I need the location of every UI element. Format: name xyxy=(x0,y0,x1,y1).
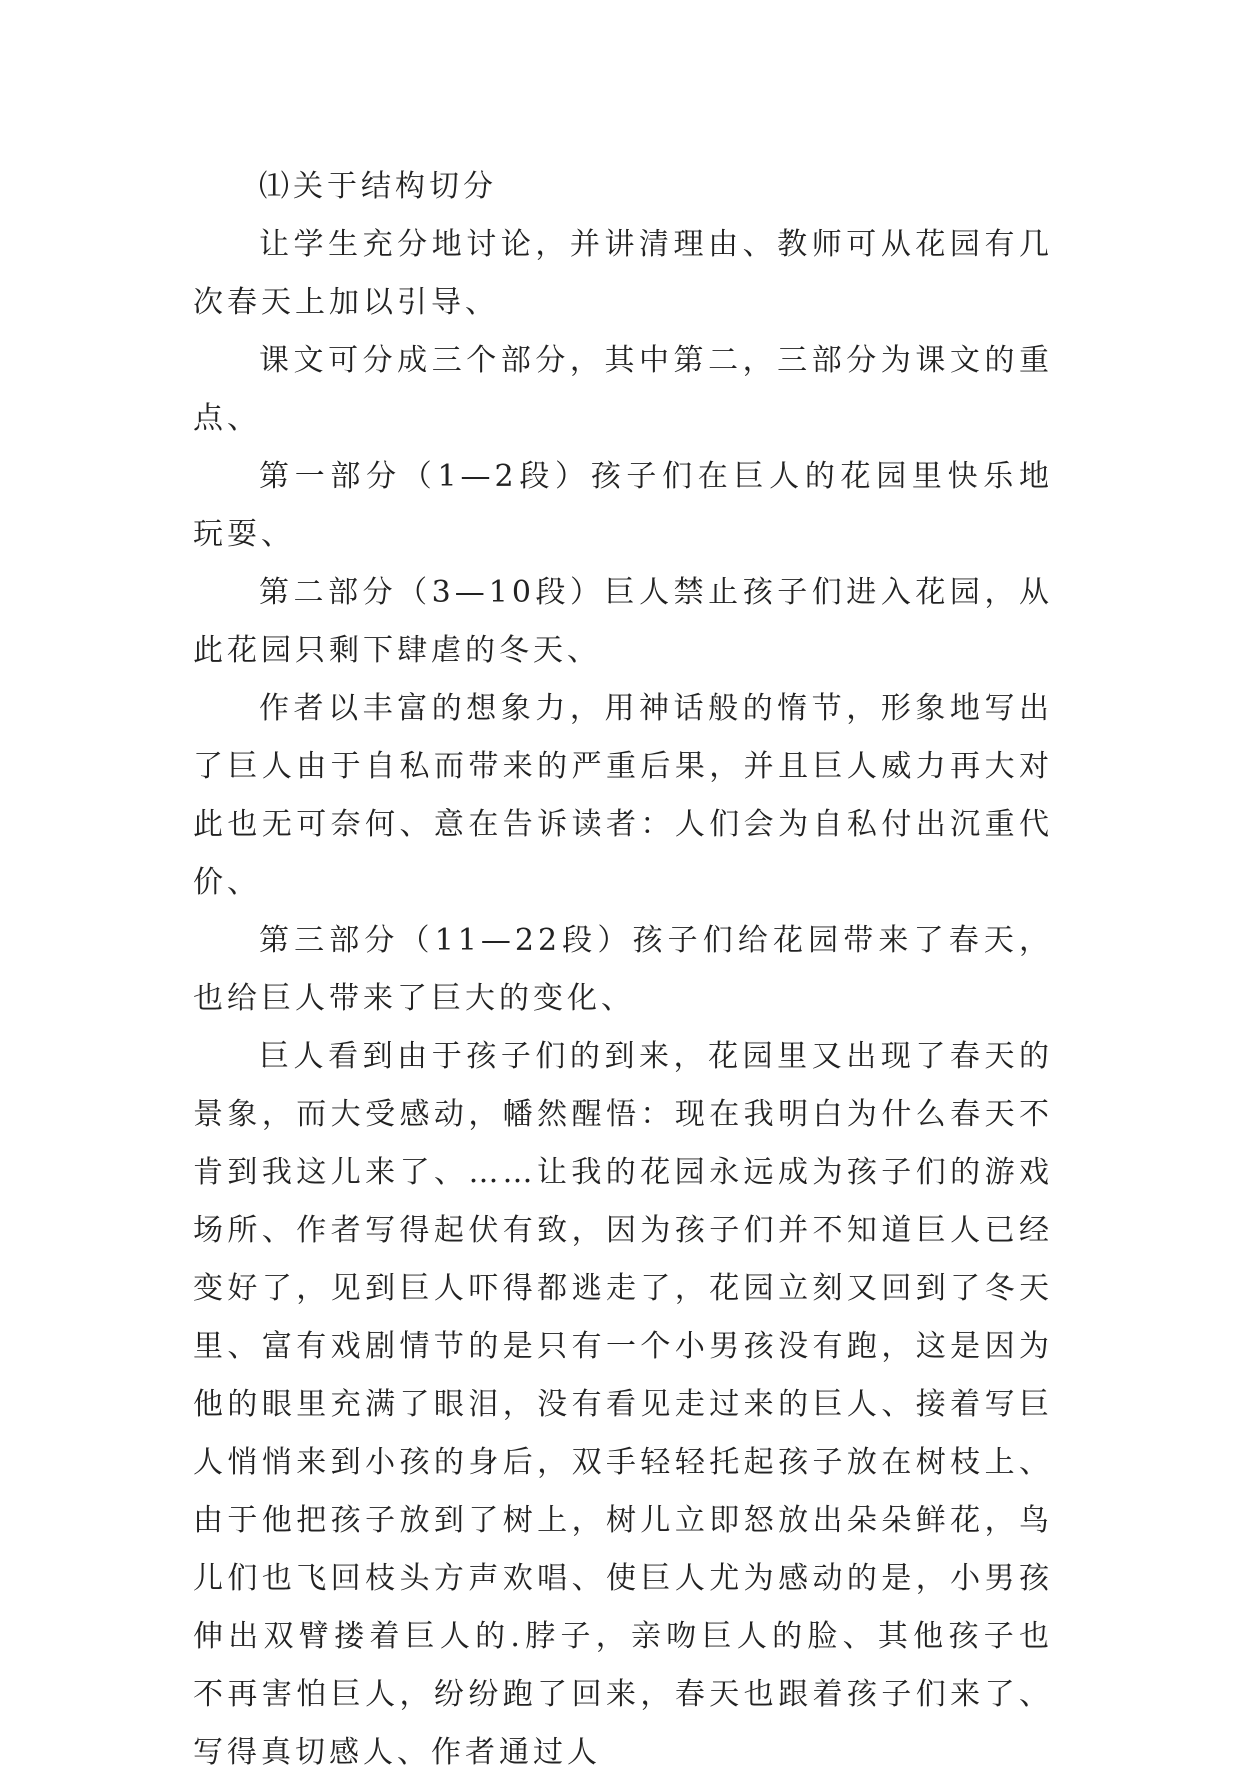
body-text xyxy=(193,158,1053,1782)
paragraph-part-three: 第三部分（11—22段）孩子们给花园带来了春天，也给巨人带来了巨大的变化、 xyxy=(193,923,1053,1016)
paragraph-discussion: 让学生充分地讨论，并讲清理由、教师可从花园有几次春天上加以引导、 xyxy=(193,227,1053,320)
paragraph-three-parts: 课文可分成三个部分，其中第二，三部分为课文的重点、 xyxy=(193,343,1053,436)
paragraph-part-two: 第二部分（3—10段）巨人禁止孩子们进入花园，从此花园只剩下肆虐的冬天、 xyxy=(193,575,1053,668)
paragraph-structure-heading: ⑴关于结构切分 xyxy=(259,169,497,204)
paragraph-part-two-analysis: 作者以丰富的想象力，用神话般的惰节，形象地写出了巨人由于自私而带来的严重后果，并且巨人威力再大对此也无可奈何、意在告诉读者：人们会为自私付出沉重代价、 xyxy=(193,691,1053,900)
paragraph-part-three-analysis: 巨人看到由于孩子们的到来，花园里又出现了春天的景象，而大受感动，幡然醒悟：现在我明白为什么春天不肯到我这儿来了、……让我的花园永远成为孩子们的游戏场所、作者写得起伏有致，因为孩子们并不知道巨人已经变好了，见到巨人吓得都逃走了，花园立刻又回到了冬天里、富有戏剧情节的是只有一个小男孩没有跑，这是因为他的眼里充满了眼泪，没有看见走过来的巨人、接着写巨人悄悄来到小孩的身后，双手轻轻托起孩子放在树枝上、由于他把孩子放到了树上，树儿立即怒放出朵朵鲜花，鸟儿们也飞回枝头方声欢唱、使巨人尤为感动的是，小男孩伸出双臂搂着巨人的.脖子，亲吻巨人的脸、其他孩子也不再害怕巨人，纷纷跑了回来，春天也跟着孩子们来了、写得真切感人、作者通过人 xyxy=(193,1039,1053,1770)
paragraph-part-one: 第一部分（1—2段）孩子们在巨人的花园里快乐地玩耍、 xyxy=(193,459,1053,552)
